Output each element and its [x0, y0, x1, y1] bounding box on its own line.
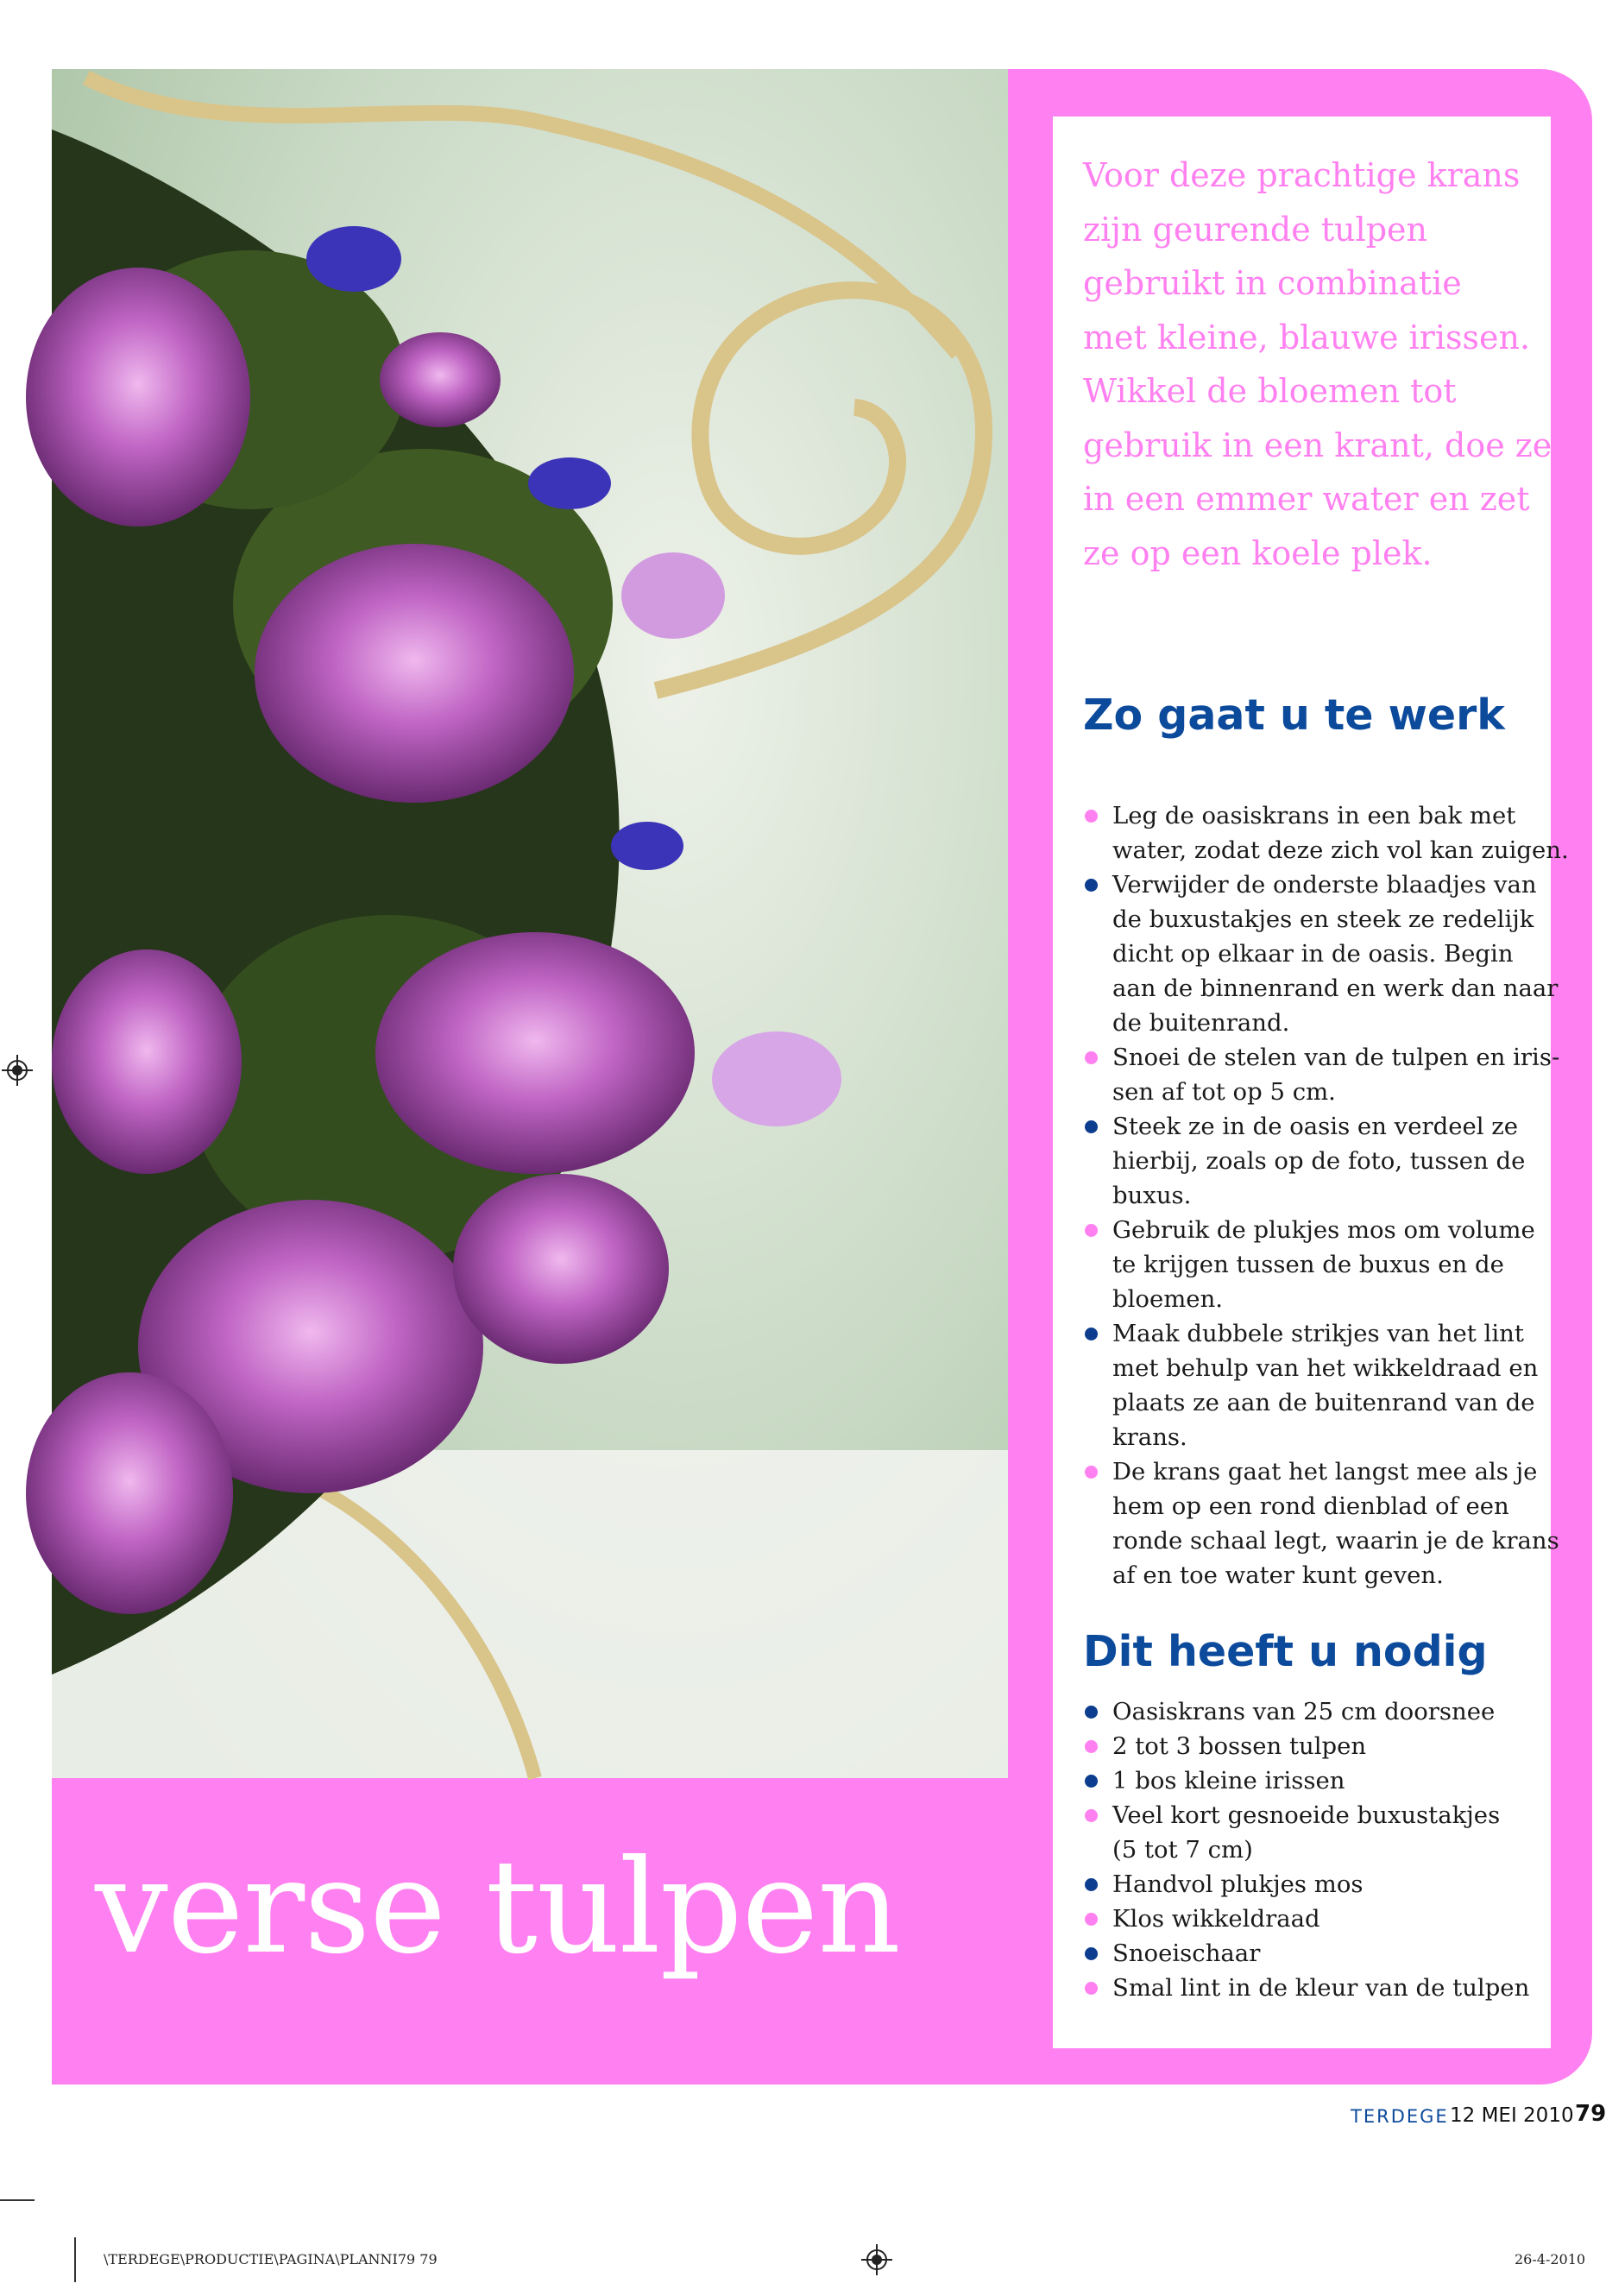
bullet-icon — [1085, 879, 1098, 892]
step-line: de buxustakjes en steek ze redelijk — [1112, 905, 1534, 933]
needs-list — [1083, 1694, 1549, 2005]
steps-list — [1083, 798, 1569, 1593]
crop-mark — [0, 2199, 35, 2201]
step-line: De krans gaat het langst mee als je — [1112, 1458, 1538, 1485]
step-item — [1083, 1316, 1549, 1454]
step-item — [1083, 1040, 1560, 1109]
registration-mark-icon — [0, 1053, 35, 1088]
step-item — [1083, 1109, 1549, 1213]
needs-item — [1083, 1971, 1549, 2005]
intro-line: met kleine, blauwe irissen. — [1083, 318, 1531, 356]
intro-line: ze op een koele plek. — [1083, 533, 1433, 572]
step-line: Snoei de stelen van de tulpen en iris- — [1112, 1044, 1560, 1071]
bullet-icon — [1085, 1740, 1098, 1753]
needs-item — [1083, 1763, 1549, 1798]
step-line: aan de binnenrand en werk dan naar — [1112, 975, 1559, 1002]
needs-item — [1083, 1694, 1549, 1729]
needs-item — [1083, 1936, 1549, 1971]
step-item — [1083, 1454, 1559, 1593]
needs-item — [1083, 1867, 1549, 1902]
intro-line: in een emmer water en zet — [1083, 480, 1530, 518]
bullet-icon — [1085, 1466, 1098, 1479]
steps-heading: Zo gaat u te werk — [1083, 691, 1505, 740]
step-line: sen af tot op 5 cm. — [1112, 1078, 1336, 1106]
step-line: plaats ze aan de buitenrand van de — [1112, 1389, 1535, 1416]
intro-line: Voor deze prachtige krans — [1083, 156, 1521, 194]
page-number: 79 — [1575, 2101, 1606, 2127]
bullet-icon — [1085, 810, 1098, 823]
needs-line: (5 tot 7 cm) — [1112, 1836, 1253, 1864]
print-slug-date: 26-4-2010 — [1515, 2251, 1586, 2268]
needs-line: Handvol plukjes mos — [1112, 1870, 1364, 1898]
intro-line: gebruikt in combinatie — [1083, 264, 1462, 302]
bullet-icon — [1085, 1706, 1098, 1719]
step-line: Gebruik de plukjes mos om volume — [1112, 1216, 1535, 1244]
registration-mark-icon — [860, 2242, 894, 2277]
needs-line: 2 tot 3 bossen tulpen — [1112, 1732, 1367, 1760]
print-slug-path: \TERDEGE\PRODUCTIE\PAGINA\PLANNI79 79 — [104, 2251, 438, 2268]
bullet-icon — [1085, 1120, 1098, 1133]
bullet-icon — [1085, 1328, 1098, 1340]
needs-line: 1 bos kleine irissen — [1112, 1767, 1345, 1795]
bullet-icon — [1085, 1982, 1098, 1995]
bullet-icon — [1085, 1809, 1098, 1822]
step-line: water, zodat deze zich vol kan zuigen. — [1112, 836, 1569, 864]
wreath-photo — [52, 69, 1008, 1778]
step-line: bloemen. — [1112, 1285, 1224, 1313]
needs-item — [1083, 1902, 1549, 1936]
needs-line: Veel kort gesnoeide buxustakjes — [1112, 1801, 1501, 1829]
needs-line: Snoeischaar — [1112, 1940, 1261, 1967]
step-line: Steek ze in de oasis en verdeel ze — [1112, 1113, 1519, 1140]
needs-item — [1083, 1729, 1549, 1763]
needs-heading: Dit heeft u nodig — [1083, 1627, 1488, 1676]
step-item — [1083, 867, 1559, 1040]
page-title: verse tulpen — [95, 1832, 900, 1983]
step-line: hem op een rond dienblad of een — [1112, 1492, 1509, 1520]
needs-line: Smal lint in de kleur van de tulpen — [1112, 1974, 1530, 2002]
crop-mark — [74, 2237, 76, 2282]
intro-line: Wikkel de bloemen tot — [1083, 372, 1457, 410]
magazine-name: TERDEGE — [1351, 2106, 1449, 2127]
wreath-illustration — [52, 69, 1008, 1778]
bullet-icon — [1085, 1878, 1098, 1891]
step-line: Leg de oasiskrans in een bak met — [1112, 802, 1516, 829]
bullet-icon — [1085, 1224, 1098, 1237]
step-line: hierbij, zoals op de foto, tussen de — [1112, 1147, 1526, 1175]
intro-line: gebruik in een krant, doe ze — [1083, 426, 1552, 464]
step-line: krans. — [1112, 1423, 1187, 1451]
step-line: Maak dubbele strikjes van het lint — [1112, 1320, 1524, 1347]
step-item — [1083, 1213, 1549, 1316]
step-item — [1083, 798, 1569, 867]
step-line: buxus. — [1112, 1182, 1192, 1209]
step-line: ronde schaal legt, waarin je de krans — [1112, 1527, 1559, 1555]
bullet-icon — [1085, 1913, 1098, 1926]
step-line: de buitenrand. — [1112, 1009, 1290, 1037]
intro-line: zijn geurende tulpen — [1083, 210, 1427, 249]
bullet-icon — [1085, 1775, 1098, 1788]
step-line: te krijgen tussen de buxus en de — [1112, 1251, 1504, 1278]
bullet-icon — [1085, 1051, 1098, 1064]
bullet-icon — [1085, 1947, 1098, 1960]
needs-line: Klos wikkeldraad — [1112, 1905, 1320, 1933]
step-line: met behulp van het wikkeldraad en — [1112, 1354, 1539, 1382]
issue-date: 12 MEI 2010 — [1450, 2104, 1574, 2127]
step-line: af en toe water kunt geven. — [1112, 1561, 1444, 1589]
needs-line: Oasiskrans van 25 cm doorsnee — [1112, 1698, 1496, 1725]
needs-item — [1083, 1798, 1549, 1867]
step-line: dicht op elkaar in de oasis. Begin — [1112, 940, 1514, 968]
intro-text — [1083, 148, 1552, 580]
step-line: Verwijder de onderste blaadjes van — [1112, 871, 1537, 899]
